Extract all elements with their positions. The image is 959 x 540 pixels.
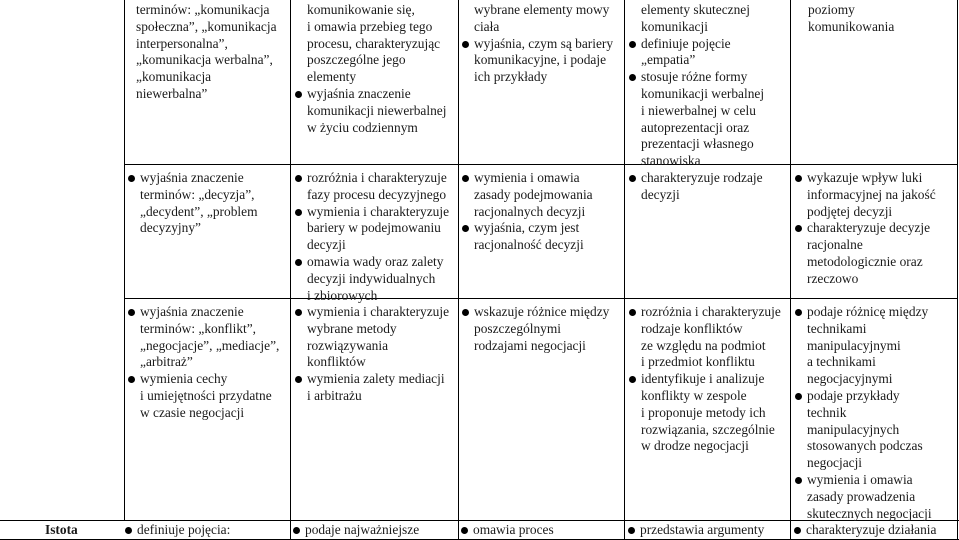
cell-text: elementy skutecznej komunikacji xyxy=(641,2,750,34)
istota-item: charakteryzuje działania xyxy=(794,521,936,539)
bullet-icon xyxy=(795,477,802,484)
bullet-icon xyxy=(795,225,802,232)
cell-col5-row2 xyxy=(795,170,957,288)
grid-line xyxy=(624,0,625,540)
cell-col4-row1 xyxy=(629,2,790,170)
cell-text: terminów: „komunikacja społeczna”, „komunikacja interpersonalna”, „komunikacja werbalna”, „komunikacja niewerbalna” xyxy=(136,2,277,101)
cell-text: poziomy komunikowania xyxy=(808,2,895,34)
bullet-icon xyxy=(629,41,636,48)
istota-item: przedstawia argumenty xyxy=(628,521,764,539)
bullet-icon xyxy=(462,225,469,232)
cell-col1-row3 xyxy=(128,304,288,422)
list-item: wyjaśnia, czym jest racjonalność decyzji xyxy=(462,220,624,254)
list-item: wyjaśnia znaczenie terminów: „decyzja”, „decydent”, „problem decyzyjny” xyxy=(128,170,288,237)
cell-col5-row1 xyxy=(808,2,956,36)
list-item: podaje różnicę między technikami manipulacyjnymi a technikami negocjacyjnymi xyxy=(795,304,957,388)
grid-line xyxy=(124,298,958,299)
list-item: omawia wady oraz zalety decyzji indywidualnych i zbiorowych xyxy=(295,254,457,304)
bullet-icon xyxy=(795,393,802,400)
grid-line xyxy=(957,0,958,540)
bullet-icon xyxy=(295,175,302,182)
bullet-icon xyxy=(795,309,802,316)
list-item: wymienia i charakteryzuje bariery w podejmowaniu decyzji xyxy=(295,204,457,254)
bullet-icon xyxy=(295,209,302,216)
cell-col4-row2 xyxy=(629,170,790,204)
istota-item: podaje najważniejsze xyxy=(293,521,419,539)
cell-col3-row2 xyxy=(462,170,624,254)
cell-col2-row2 xyxy=(295,170,457,304)
grid-line xyxy=(124,164,958,165)
bullet-icon xyxy=(795,175,802,182)
istota-row xyxy=(0,521,959,539)
bullet-icon xyxy=(628,527,635,534)
list-item: rozróżnia i charakteryzuje fazy procesu decyzyjnego xyxy=(295,170,457,204)
bullet-icon xyxy=(461,527,468,534)
bullet-icon xyxy=(462,41,469,48)
list-item: identyfikuje i analizuje konflikty w zespole i proponuje metody ich rozwiązania, szczególnie w drodze negocjacji xyxy=(629,371,790,455)
list-item: podaje przykłady technik manipulacyjnych stosowanych podczas negocjacji xyxy=(795,388,957,472)
row-label-istota: Istota xyxy=(45,522,78,537)
bullet-icon xyxy=(295,259,302,266)
list-item: charakteryzuje decyzje racjonalne metodologicznie oraz rzeczowo xyxy=(795,220,957,287)
list-item: wymienia i omawia zasady prowadzenia skutecznych negocjacji xyxy=(795,472,957,522)
bullet-icon xyxy=(462,175,469,182)
list-item: definiuje pojęcie „empatia” xyxy=(629,36,790,70)
list-item: wskazuje różnice między poszczególnymi rodzajami negocjacji xyxy=(462,304,624,354)
list-item: wymienia i omawia zasady podejmowania racjonalnych decyzji xyxy=(462,170,624,220)
cell-col2-row3 xyxy=(295,304,457,405)
cell-col3-row3 xyxy=(462,304,624,354)
bullet-icon xyxy=(295,376,302,383)
bullet-icon xyxy=(629,309,636,316)
bullet-icon xyxy=(128,309,135,316)
list-item: charakteryzuje rodzaje decyzji xyxy=(629,170,790,204)
list-item: wymienia zalety mediacji i arbitrażu xyxy=(295,371,457,405)
cell-col4-row3 xyxy=(629,304,790,455)
grid-line xyxy=(290,0,291,540)
bullet-icon xyxy=(629,74,636,81)
list-item: wymienia cechy i umiejętności przydatne w czasie negocjacji xyxy=(128,371,288,421)
bullet-icon xyxy=(462,309,469,316)
cell-col2-row1 xyxy=(295,2,457,136)
bullet-icon xyxy=(128,175,135,182)
list-item: wyjaśnia znaczenie komunikacji niewerbalnej w życiu codziennym xyxy=(295,86,457,136)
bullet-icon xyxy=(794,527,801,534)
bullet-icon xyxy=(295,91,302,98)
bullet-icon xyxy=(629,175,636,182)
cell-text: komunikowanie się, i omawia przebieg tego procesu, charakteryzując poszczególne jego elementy xyxy=(307,2,441,85)
grid-line xyxy=(458,0,459,540)
cell-col5-row3 xyxy=(795,304,957,522)
bullet-icon xyxy=(128,376,135,383)
bullet-icon xyxy=(293,527,300,534)
list-item: wymienia i charakteryzuje wybrane metody rozwiązywania konfliktów xyxy=(295,304,457,371)
grid-line xyxy=(124,0,125,521)
cell-col1-row1 xyxy=(136,2,286,103)
list-item: wykazuje wpływ luki informacyjnej na jakość podjętej decyzji xyxy=(795,170,957,220)
istota-item: definiuje pojęcia: xyxy=(125,521,230,539)
list-item: wyjaśnia znaczenie terminów: „konflikt”, „negocjacje”, „mediacje”, „arbitraż” xyxy=(128,304,288,371)
cell-col3-row1 xyxy=(462,2,624,86)
cell-text: wybrane elementy mowy ciała xyxy=(474,2,610,34)
grid-line xyxy=(790,0,791,540)
list-item: stosuje różne formy komunikacji werbalnej i niewerbalnej w celu autoprezentacji oraz prezentacji własnego stanowiska xyxy=(629,69,790,170)
bullet-icon xyxy=(295,309,302,316)
bullet-icon xyxy=(629,376,636,383)
list-item: wyjaśnia, czym są bariery komunikacyjne, i podaje ich przykłady xyxy=(462,36,624,86)
istota-item: omawia proces xyxy=(461,521,554,539)
bullet-icon xyxy=(125,527,132,534)
cell-col1-row2 xyxy=(128,170,288,237)
list-item: rozróżnia i charakteryzuje rodzaje konfliktów ze względu na podmiot i przedmiot konfliktu xyxy=(629,304,790,371)
